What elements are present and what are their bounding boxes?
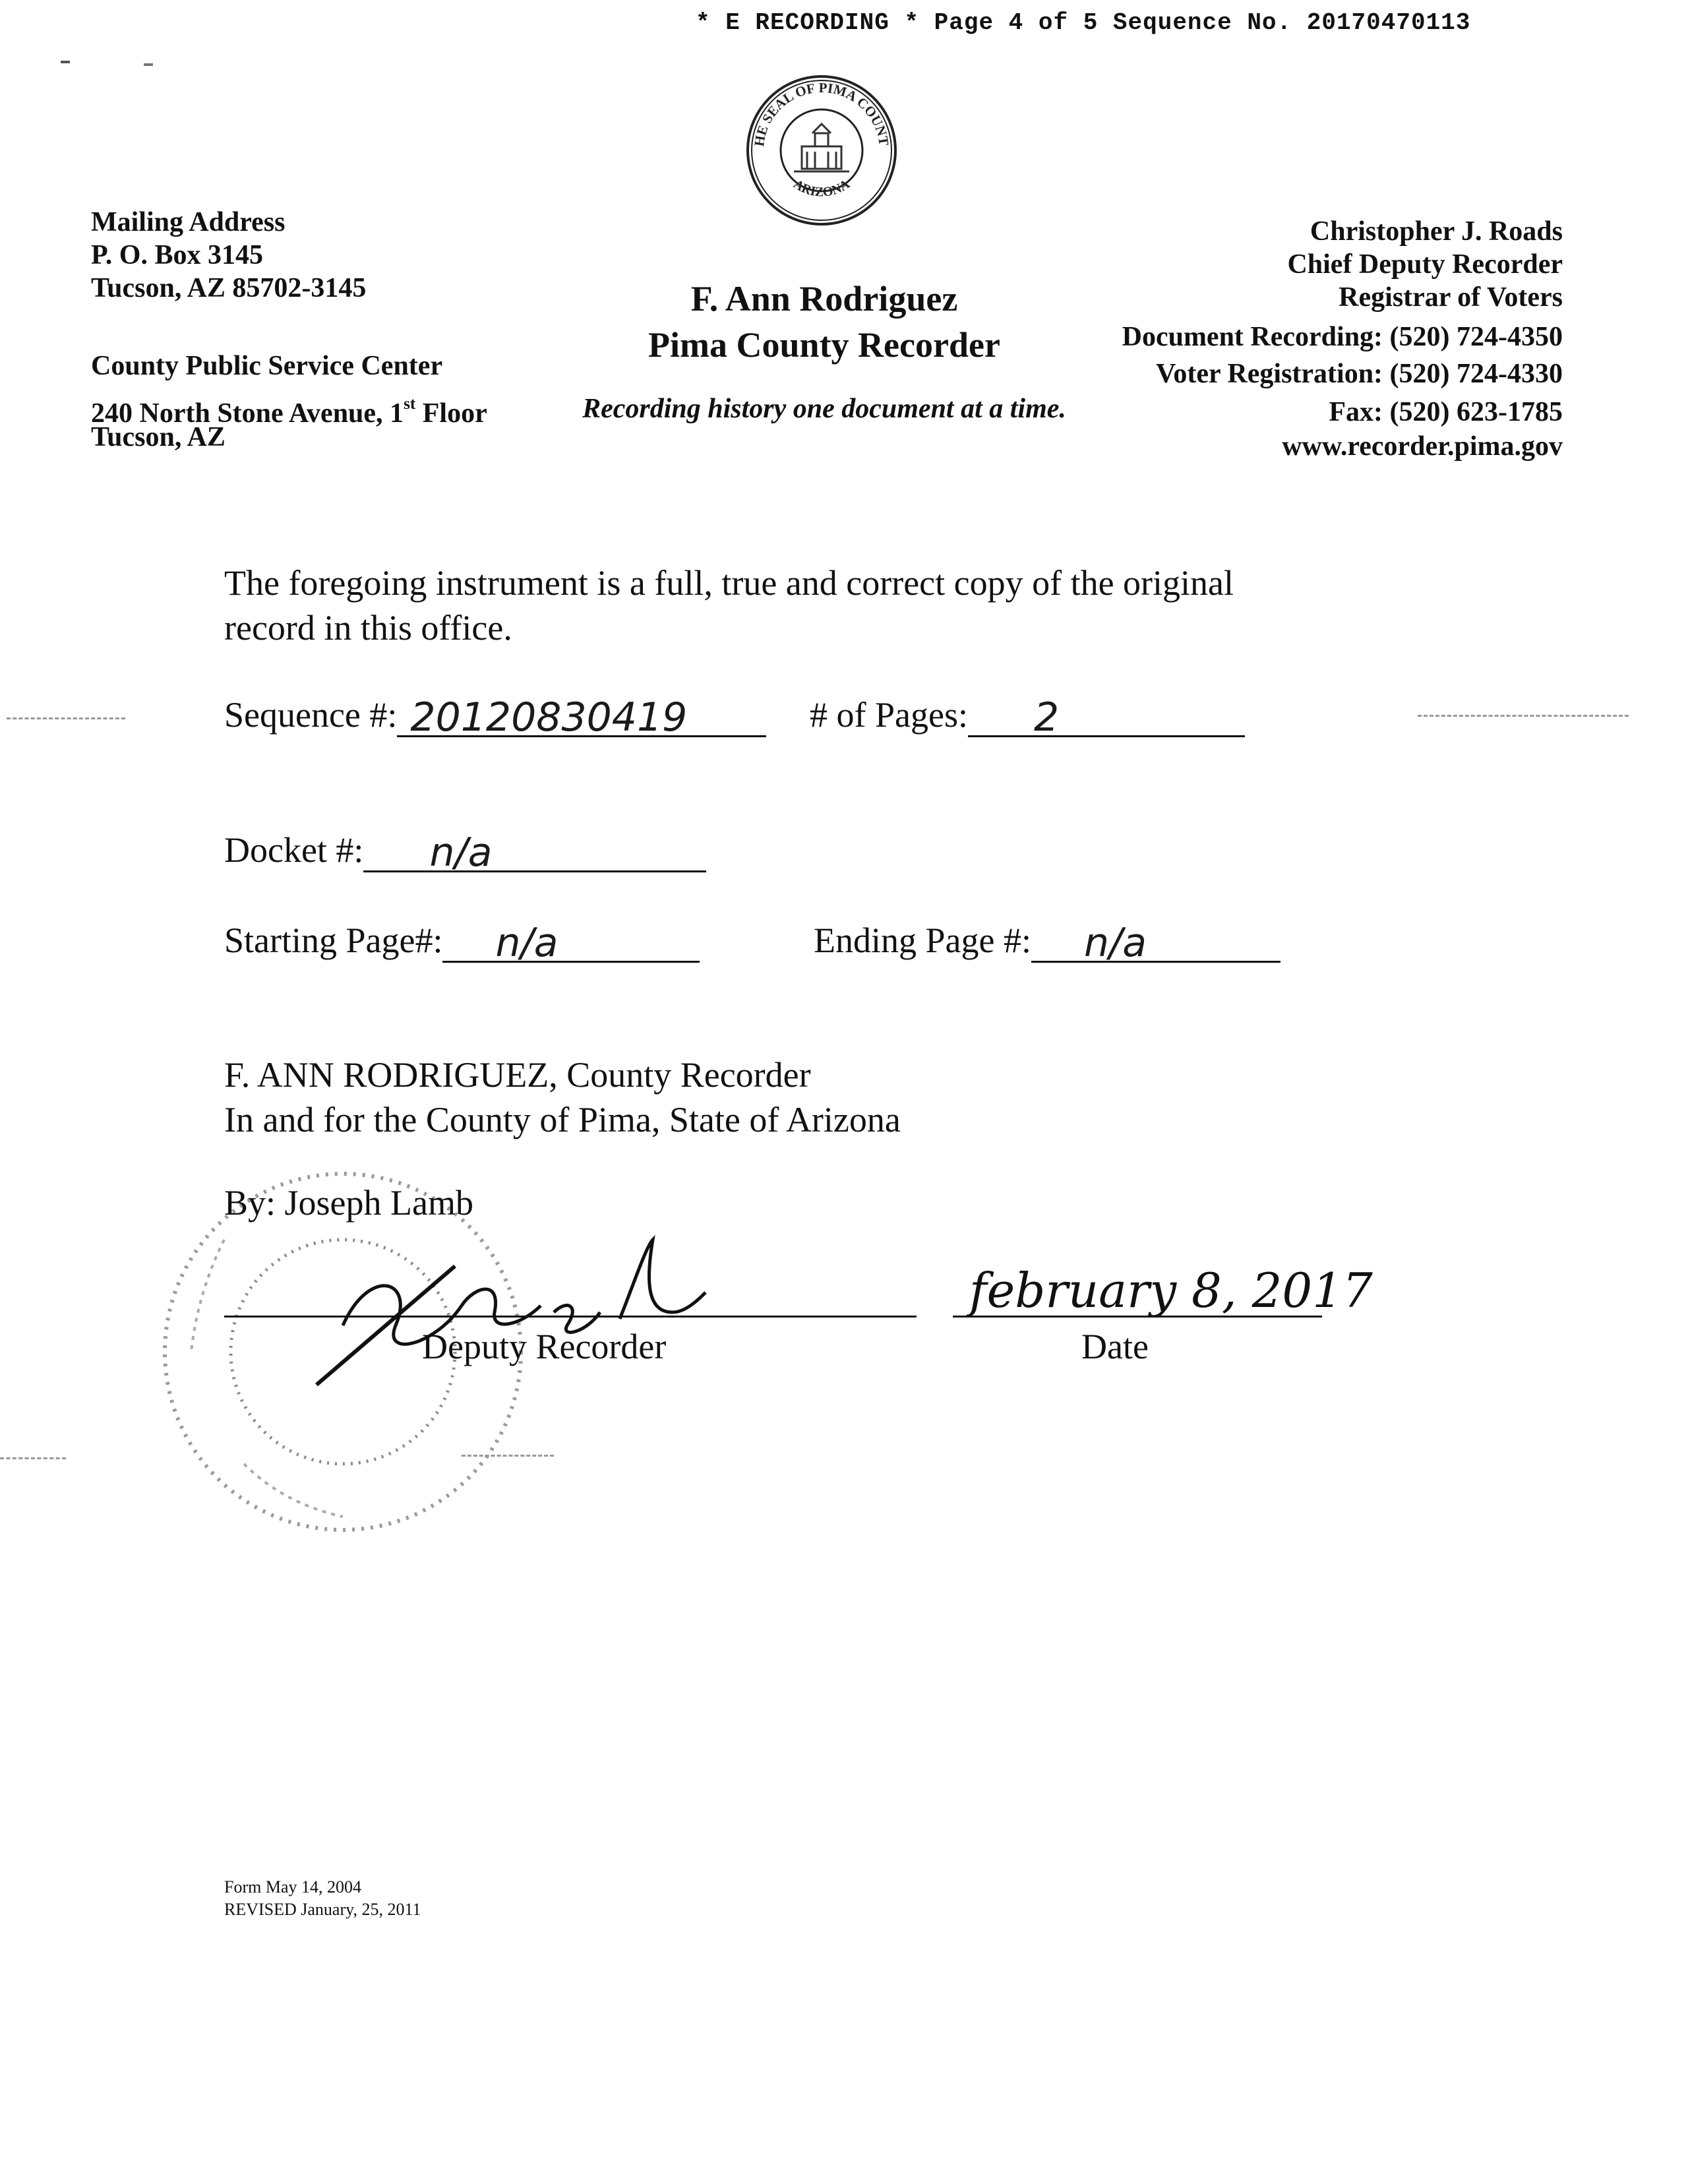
sequence-value: 20120830419: [397, 698, 766, 737]
street-floor: Floor: [415, 398, 487, 429]
recorder-name: F. Ann Rodriguez: [690, 279, 958, 318]
seal-text-top: HE SEAL OF PIMA COUNT: [751, 79, 892, 148]
scan-mark: [144, 63, 153, 66]
docket-field: [224, 828, 706, 876]
recorder-line-1: F. ANN RODRIGUEZ, County Recorder: [224, 1055, 811, 1095]
sequence-label: Sequence #:: [224, 695, 398, 735]
scan-dash-left-2: [0, 1457, 66, 1459]
scan-mark: [61, 61, 70, 63]
signature-line: [224, 1316, 917, 1318]
certification-line-2: record in this office.: [224, 608, 512, 648]
date-caption: Date: [1081, 1327, 1149, 1366]
starting-page-field: [224, 918, 700, 966]
starting-page-value: n/a: [442, 923, 700, 963]
seal-text-bottom: ARIZONA: [791, 177, 853, 200]
county-seal-icon: [744, 73, 899, 228]
scan-dash-mid: [462, 1455, 554, 1457]
ending-page-label: Ending Page #:: [814, 921, 1031, 960]
mailing-address-title: Mailing Address: [91, 207, 286, 237]
form-date: Form May 14, 2004: [224, 1877, 361, 1896]
pages-value: 2: [968, 698, 1245, 737]
ending-page-field: [814, 918, 1281, 966]
sequence-field: [224, 692, 766, 741]
signature-caption: Deputy Recorder: [422, 1327, 667, 1366]
handwritten-signature-icon: [303, 1227, 712, 1398]
website-link[interactable]: www.recorder.pima.gov: [1282, 431, 1563, 462]
registrar-title: Registrar of Voters: [1339, 282, 1563, 313]
fax-number: Fax: (520) 623-1785: [1329, 397, 1563, 427]
document-recording-phone: Document Recording: (520) 724-4350: [1122, 322, 1563, 352]
deputy-name: Christopher J. Roads: [1310, 216, 1563, 247]
mailing-city: Tucson, AZ 85702-3145: [91, 273, 367, 303]
voter-registration-phone: Voter Registration: (520) 724-4330: [1155, 359, 1563, 389]
ending-page-value: n/a: [1031, 923, 1281, 963]
date-line: [953, 1316, 1322, 1318]
street-text: 240 North Stone Avenue, 1: [91, 398, 404, 429]
docket-value: n/a: [363, 833, 706, 872]
svg-text:ARIZONA: [791, 177, 853, 200]
docket-label: Docket #:: [224, 830, 364, 870]
scan-dash-right: [1418, 715, 1629, 717]
service-center-city: Tucson, AZ: [91, 422, 226, 452]
scan-dash-left: [7, 717, 125, 719]
deputy-title: Chief Deputy Recorder: [1287, 249, 1563, 280]
office-tagline: Recording history one document at a time.: [582, 394, 1066, 424]
service-center-title: County Public Service Center: [91, 351, 443, 381]
pages-label: # of Pages:: [810, 695, 968, 735]
starting-page-label: Starting Page#:: [224, 921, 443, 960]
street-superscript: st: [404, 395, 416, 413]
recording-stamp-line: * E RECORDING * Page 4 of 5 Sequence No. 20170470113: [696, 9, 1471, 36]
certification-line-1: The foregoing instrument is a full, true and correct copy of the original: [224, 563, 1234, 603]
signed-by-name: By: Joseph Lamb: [224, 1183, 473, 1223]
signature-date-value: february 8, 2017: [969, 1263, 1373, 1318]
recorder-line-2: In and for the County of Pima, State of Arizona: [224, 1100, 901, 1139]
pages-field: [810, 692, 1245, 741]
recorder-office-title: Pima County Recorder: [648, 325, 1000, 365]
po-box: P. O. Box 3145: [91, 240, 263, 270]
form-revised-date: REVISED January, 25, 2011: [224, 1900, 421, 1919]
